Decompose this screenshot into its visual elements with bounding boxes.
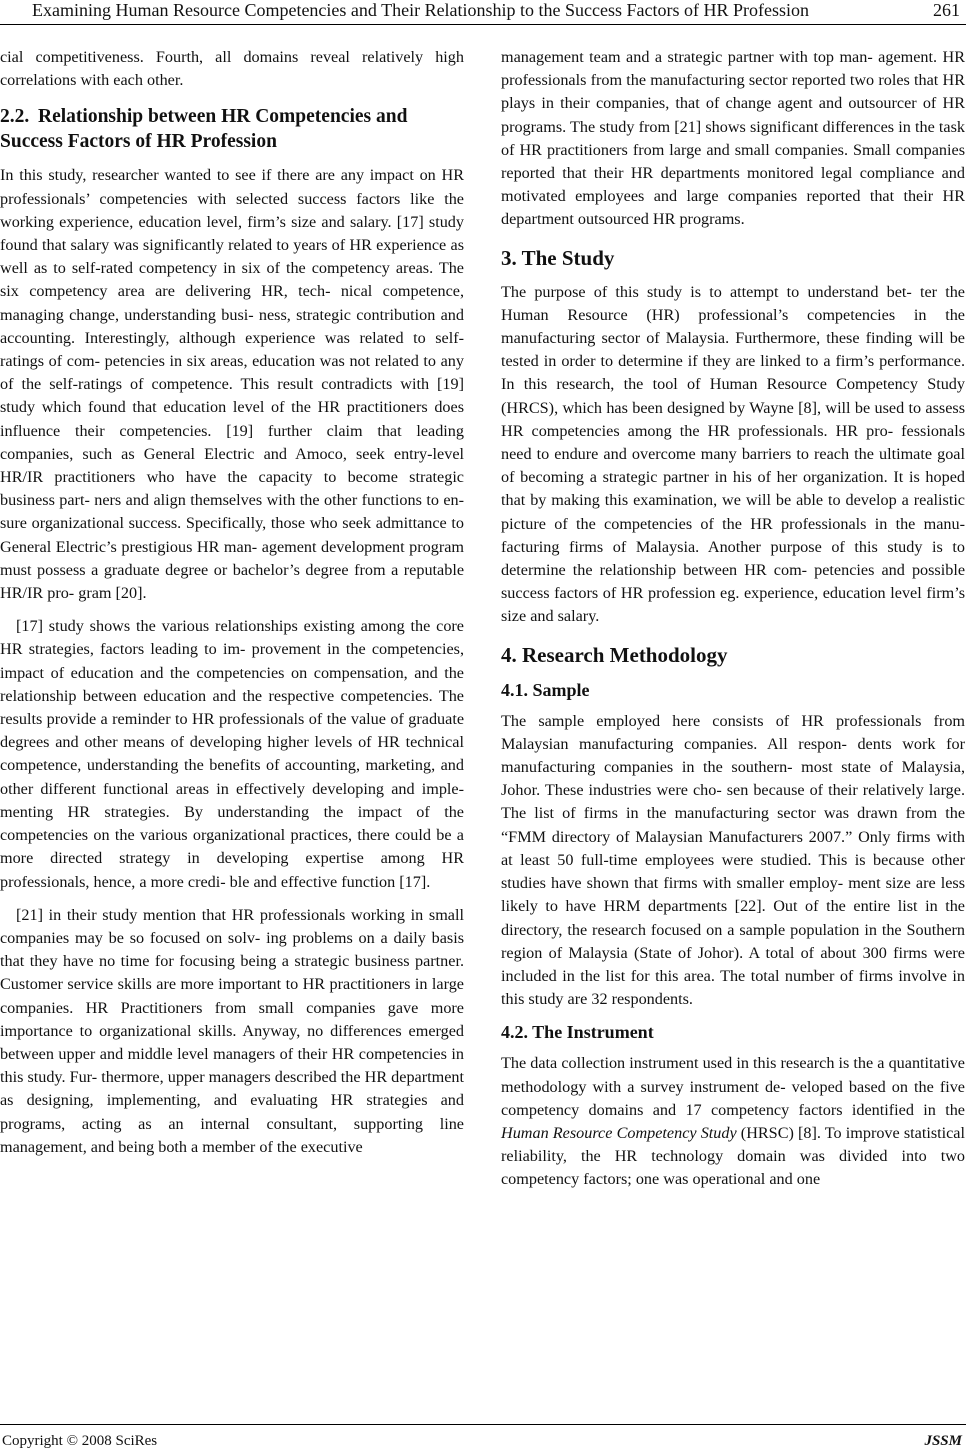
study-title-italic: Human Resource Competency Study <box>501 1123 737 1142</box>
section-3-heading: 3. The Study <box>501 245 615 270</box>
paragraph: In this study, researcher wanted to see if there are any impact on HR professionals’ competencies with selected success factors like the working experience, education level, firm’s size and salary. [17] study found that salary was significantly related to years of HR experience as well as to self-rated competency in six of the competency areas. The six competency area are delivering HR, tech- nical competence, managing change, understanding busi- ness, strategic contribution and accounting. Interestingly, although experience was related to self-ratings of com- petencies in six areas, education was not related to any of the self-ratings of competence. This result contradicts with [19] study which found that education level of the HR practitioners does influence their competencies. [19] further claim that leading companies, such as General Electric and Amoco, seek entry-level HR/IR practitioners who have the capacity to become strategic business part- ners and align themselves with the other functions to en- sure organizational success. Specifically, those who seek admittance to General Electric’s prestigious HR man- agement development program must possess a graduate degree or bachelor’s degree from a reputable HR/IR pro- gram [20]. <box>0 166 464 603</box>
paragraph <box>501 1052 965 1191</box>
paragraph-continued: cial competitiveness. Fourth, all domains reveal relatively high correlations with each other. <box>0 48 464 90</box>
section-2-2-heading <box>0 104 464 154</box>
paragraph-text: (HRSC) [8]. To improve statistical reliability, the HR technology domain was divided into two competency factors; one was operational and one <box>501 1123 965 1189</box>
paragraph-text: The data collection instrument used in this research is the a quantitative methodology with a survey instrument de- veloped based on the five competency domains and 17 competency factors identified in the <box>501 1054 965 1119</box>
paragraph: [17] study shows the various relationships existing among the core HR strategies, factors leading to im- provement in the competencies, impact of education and the competencies on compensation, and the relationship between education and the respective competencies. The results provide a reminder to HR professionals of the value of graduate degrees and other means of developing higher levels of HR technical competence, understanding the benefits of accounting, marketing, and other different functional areas in effectively developing and imple- menting HR strategies. By understanding the impact of the competencies on the various organizational practices, there could be a more directed strategy in developing expertise among HR professionals, hence, a more credi- ble and effective function [17]. <box>0 617 464 891</box>
page-footer <box>0 1424 966 1451</box>
left-column <box>0 46 464 1159</box>
paragraph-continued: management team and a strategic partner with top man- agement. HR professionals from the manufacturing sector reported two roles that HR plays in their companies, that of change agent and outsourcer of HR programs. The study from [21] shows significant differences in the task of HR practitioners from large and small companies. Small companies reported that their HR departments monitored legal compliance and motivated employees and large companies reported that their HR department outsourced HR programs. <box>501 48 965 229</box>
paragraph: [21] in their study mention that HR professionals working in small companies may be so focused on solv- ing problems on a daily basis that they have no time for focusing being a strategic business partner. Customer service skills are more important to HR practitioners in large companies. HR Practitioners from small companies gave more importance to organizational skills. Anyway, no differences emerged between upper and middle level managers of their HR competencies in this study. Fur- thermore, upper managers described the HR department as designing, implementing, and evaluating HR strategies and programs, acting as an internal consultant, supporting line management, and being both a member of the executive <box>0 905 464 1156</box>
running-title: Examining Human Resource Competencies and Their Relationship to the Success Factors of HR Profession <box>32 0 810 20</box>
right-column <box>501 46 965 1192</box>
section-4-1-heading: 4.1. Sample <box>501 679 590 700</box>
journal-abbreviation: JSSM <box>924 1433 962 1449</box>
section-2-2-title: Relationship between HR Competencies and Success Factors of HR Profession <box>0 106 408 153</box>
paragraph: The purpose of this study is to attempt to understand bet- ter the Human Resource (HR) professional’s competencies in the manufacturing sector of Malaysia. Furthermore, these finding will be tested in order to determine if they are linked to a firm’s performance. In this research, the tool of Human Resource Competency Study (HRCS), which has been designed by Wayne [8], will be used to assess HR competencies among the HR professionals. HR pro- fessionals need to endure and overcome many barriers to reach the ultimate goal of becoming a strategic partner in his of her organization. It is hoped that by making this examination, we will be able to develop a realistic picture of the competencies of the HR professionals in the manu- facturing firms of Malaysia. Another purpose of this study is to determine the relationship between HR com- petencies and possible success factors of HR profession eg. experience, education level firm’s size and salary. <box>501 282 965 626</box>
section-2-2-number: 2.2. <box>0 106 30 128</box>
section-4-2-heading: 4.2. The Instrument <box>501 1022 654 1043</box>
running-header <box>0 0 966 25</box>
section-4-heading: 4. Research Methodology <box>501 642 728 667</box>
paragraph: The sample employed here consists of HR professionals from Malaysian manufacturing companies. All respon- dents work for manufacturing companies in the southern- most state of Malaysia, Johor. These industries were cho- sen because of their relatively large. The list of firms in the manufacturing sector was drawn from the “FMM directory of Malaysian Manufacturers 2007.” Only firms with at least 50 full-time employees were studied. This is because other studies have shown that firms with smaller employ- ment size are less likely to have HRM departments [22]. Out of the entire list in the directory, the research focused on a sample population in the Southern region of Malaysia (State of Johor). A total of about 300 firms were included in the list for this area. The total number of firms involve in this study are 32 respondents. <box>501 711 965 1009</box>
page-number: 261 <box>933 0 960 20</box>
copyright-notice: Copyright © 2008 SciRes <box>2 1433 158 1449</box>
